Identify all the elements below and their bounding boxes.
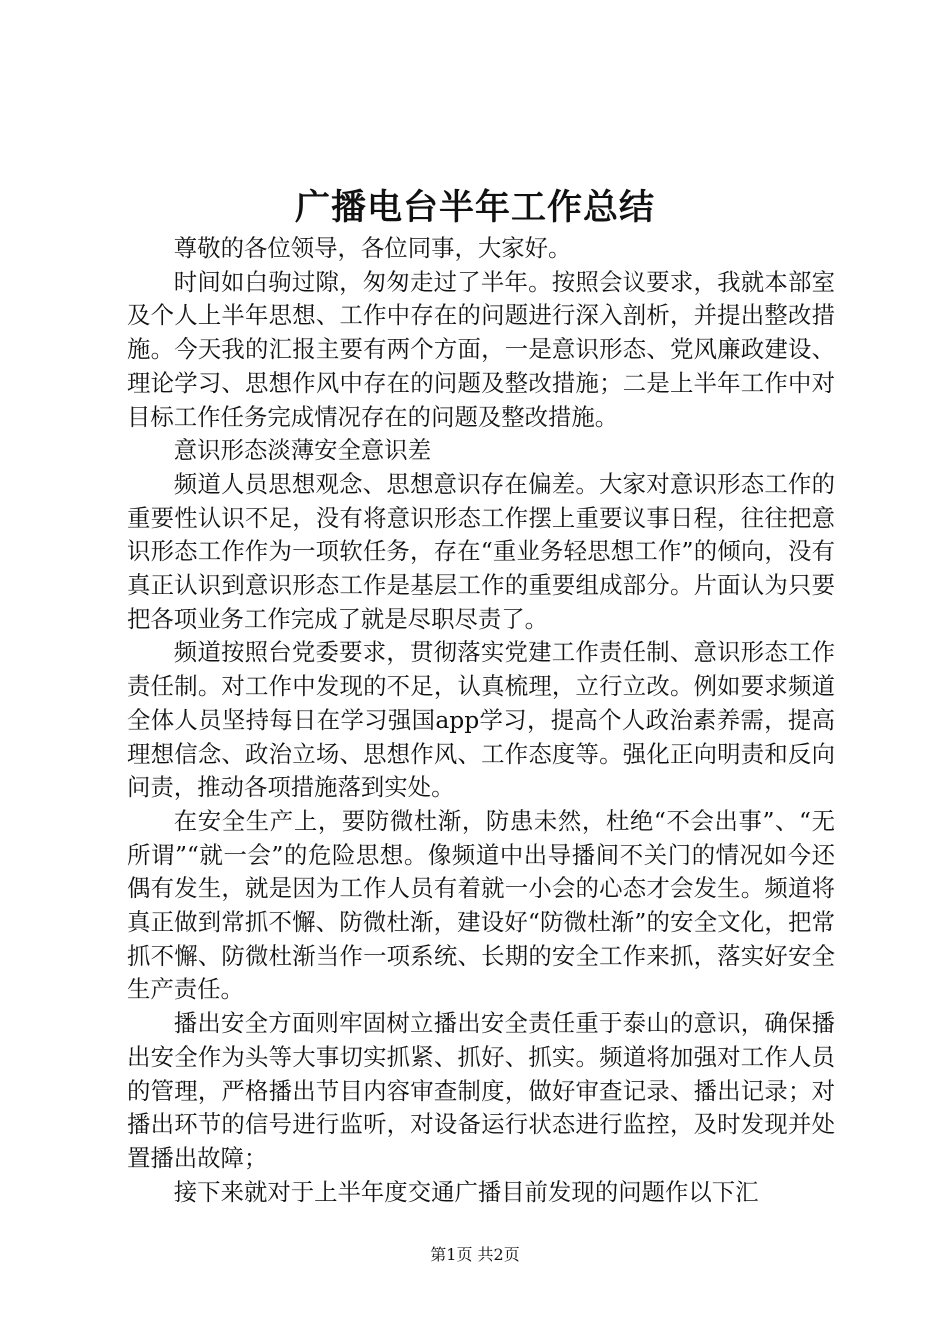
paragraph-ideology-issues: 频道人员思想观念、思想意识存在偏差。大家对意识形态工作的重要性认识不足，没有将意识形态工作摆上重要议事日程，往往把意识形态工作作为一项软任务，存在“重业务轻思想工作”的倾向，没有真正认识到意识形态工作是基层工作的重要组成部分。片面认为只要把各项业务工作完成了就是尽职尽责了。 [127,469,835,633]
section-heading: 意识形态淡薄安全意识差 [173,436,432,465]
paragraph-next: 接下来就对于上半年度交通广播目前发现的问题作以下汇 [173,1177,759,1206]
document-title: 广播电台半年工作总结 [294,187,655,228]
paragraph-greeting: 尊敬的各位领导，各位同事，大家好。 [173,234,572,262]
paragraph-intro: 时间如白驹过隙，匆匆走过了半年。按照会议要求，我就本部室及个人上半年思想、工作中存在的问题进行深入剖析，并提出整改措施。今天我的汇报主要有两个方面，一是意识形态、党风廉政建设、理论学习、思想作风中存在的问题及整改措施；二是上半年工作中对目标工作任务完成情况存在的问题及整改措施。 [127,267,835,431]
paragraph-responsibility: 频道按照台党委要求，贯彻落实党建工作责任制、意识形态工作责任制。对工作中发现的不足，认真梳理，立行立改。例如要求频道全体人员坚持每日在学习强国app学习，提高个人政治素养需，提高理想信念、政治立场、思想作风、工作态度等。强化正向明责和反向问责，推动各项措施落到实处。 [127,638,835,802]
paragraph-broadcast-safety: 播出安全方面则牢固树立播出安全责任重于泰山的意识，确保播出安全作为头等大事切实抓紧、抓好、抓实。频道将加强对工作人员的管理，严格播出节目内容审查制度，做好审查记录、播出记录；对播出环节的信号进行监听，对设备运行状态进行监控，及时发现并处置播出故障； [127,1009,835,1172]
page-number: 第1页 共2页 [430,1245,520,1264]
document-body [127,232,835,1209]
paragraph-production-safety: 在安全生产上，要防微杜渐，防患未然，杜绝“不会出事”、“无所谓”“就一会”的危险思想。像频道中出导播间不关门的情况如今还偶有发生，就是因为工作人员有着就一小会的心态才会发生。频道将真正做到常抓不懈、防微杜渐，建设好“防微杜渐”的安全文化，把常抓不懈、防微杜渐当作一项系统、长期的安全工作来抓，落实好安全生产责任。 [127,806,835,1004]
